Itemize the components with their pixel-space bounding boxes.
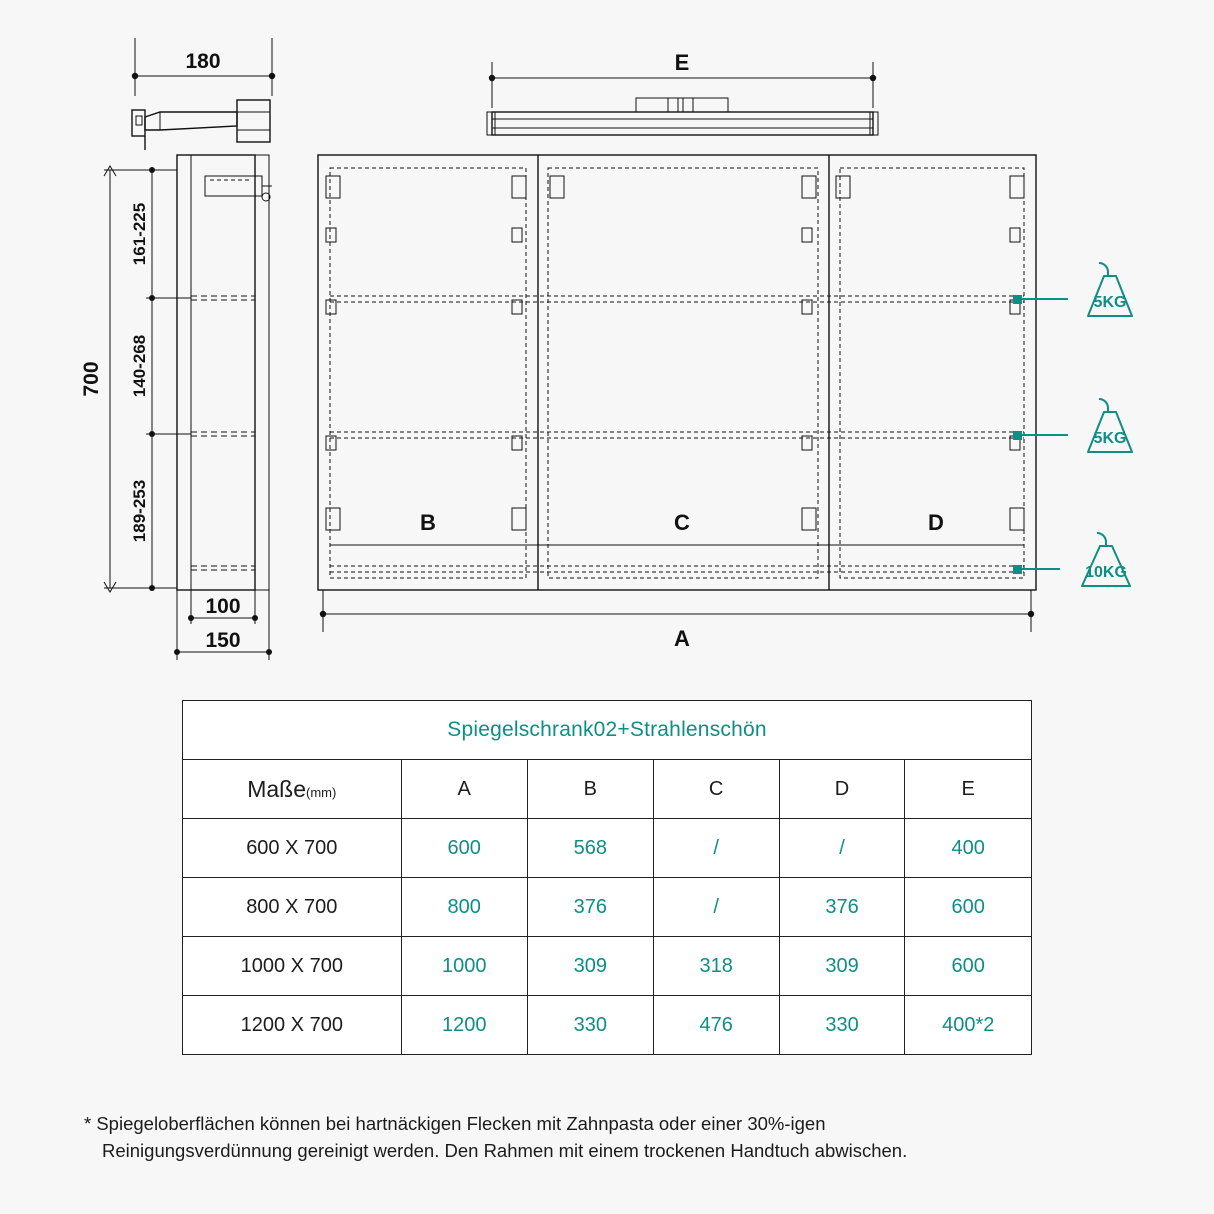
header-col-D: D xyxy=(779,760,905,819)
row-2-E: 600 xyxy=(905,937,1032,996)
door-label-D: D xyxy=(928,510,944,535)
row-0-A: 600 xyxy=(401,819,527,878)
front-width-label-A: A xyxy=(674,626,690,651)
shelf-load-top xyxy=(1013,263,1132,316)
door-label-C: C xyxy=(674,510,690,535)
door-label-B: B xyxy=(420,510,436,535)
row-size-3: 1200 X 700 xyxy=(183,996,402,1055)
row-3-B: 330 xyxy=(527,996,653,1055)
row-size-0: 600 X 700 xyxy=(183,819,402,878)
front-view-cabinet xyxy=(318,155,1036,590)
table-row xyxy=(183,819,1032,878)
row-2-B: 309 xyxy=(527,937,653,996)
lamp-drawing xyxy=(487,50,878,135)
row-1-B: 376 xyxy=(527,878,653,937)
row-2-C: 318 xyxy=(653,937,779,996)
footnote-line-2: Reinigungsverdünnung gereinigt werden. Den Rahmen mit einem trockenen Handtuch abwischen. xyxy=(102,1140,908,1161)
header-measure-label xyxy=(183,760,402,819)
side-view-cabinet xyxy=(177,155,272,590)
dimension-700-label: 700 xyxy=(80,361,103,397)
table-row xyxy=(183,878,1032,937)
row-1-E: 600 xyxy=(905,878,1032,937)
row-0-C: / xyxy=(653,819,779,878)
shelf-load-middle-label: 5KG xyxy=(1093,430,1127,447)
row-1-A: 800 xyxy=(401,878,527,937)
table-header-row xyxy=(183,760,1032,819)
footnote-line-1: * Spiegeloberflächen können bei hartnäckigen Flecken mit Zahnpasta oder einer 30%-igen xyxy=(84,1113,826,1134)
dimension-180 xyxy=(132,38,275,96)
table-row xyxy=(183,996,1032,1055)
dimension-middle-section-label: 140-268 xyxy=(130,334,149,398)
shelf-load-middle xyxy=(1013,399,1132,452)
row-3-E: 400*2 xyxy=(905,996,1032,1055)
header-col-A: A xyxy=(401,760,527,819)
dimension-bottom-section-label: 189-253 xyxy=(130,479,149,543)
row-3-D: 330 xyxy=(779,996,905,1055)
row-size-1: 800 X 700 xyxy=(183,878,402,937)
row-3-C: 476 xyxy=(653,996,779,1055)
header-measure-unit: (mm) xyxy=(306,784,337,800)
dimension-100-label: 100 xyxy=(205,595,241,618)
table-title: Spiegelschrank02+Strahlenschön xyxy=(183,701,1032,760)
lamp-label-E: E xyxy=(674,50,690,75)
specification-table xyxy=(182,700,1032,1055)
row-0-D: / xyxy=(779,819,905,878)
table-row xyxy=(183,937,1032,996)
dimension-A xyxy=(320,590,1034,651)
row-2-A: 1000 xyxy=(401,937,527,996)
row-1-C: / xyxy=(653,878,779,937)
header-col-B: B xyxy=(527,760,653,819)
table-title-row xyxy=(183,701,1032,760)
footnote xyxy=(84,1110,1144,1164)
row-3-A: 1200 xyxy=(401,996,527,1055)
row-0-B: 568 xyxy=(527,819,653,878)
shelf-load-top-label: 5KG xyxy=(1093,294,1127,311)
dimension-150-label: 150 xyxy=(205,629,241,652)
header-measure-text: Maße xyxy=(247,775,307,802)
dimension-100 xyxy=(188,590,258,624)
shelf-load-bottom xyxy=(1013,533,1130,586)
shelf-load-bottom-label: 10KG xyxy=(1085,564,1127,581)
dimension-top-section-label: 161-225 xyxy=(130,202,149,266)
row-size-2: 1000 X 700 xyxy=(183,937,402,996)
row-0-E: 400 xyxy=(905,819,1032,878)
dimension-chain-vertical xyxy=(80,166,191,592)
dimension-180-label: 180 xyxy=(185,50,221,73)
header-col-E: E xyxy=(905,760,1032,819)
row-1-D: 376 xyxy=(779,878,905,937)
header-col-C: C xyxy=(653,760,779,819)
hinge-part-drawing xyxy=(132,100,270,150)
row-2-D: 309 xyxy=(779,937,905,996)
